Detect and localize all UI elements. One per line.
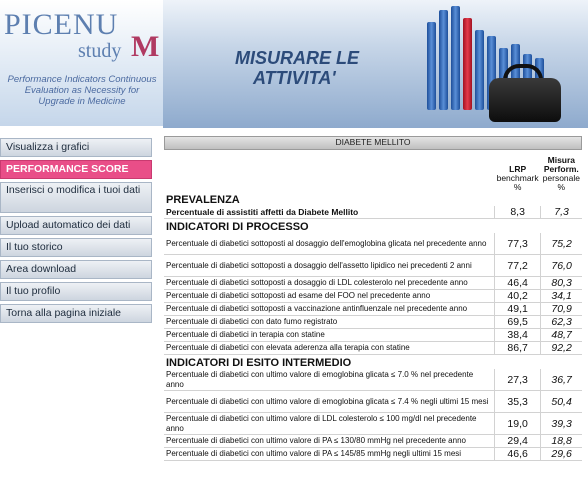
header-spacer: [164, 156, 495, 192]
group-title: PREVALENZA: [166, 194, 240, 206]
group-header-row: [164, 192, 582, 206]
logo-m: M: [131, 30, 160, 63]
header: [0, 0, 588, 128]
picenum-logo[interactable]: [0, 0, 163, 126]
nav-torna-pagina-iniziale[interactable]: Torna alla pagina iniziale: [0, 304, 152, 323]
indicator-label: Percentuale di diabetici con elevata aderenza alla terapia con statine: [164, 342, 495, 355]
medical-bag-icon: [489, 78, 561, 122]
header-personal-sub: personale: [542, 173, 580, 183]
personal-value: 62,3: [541, 316, 582, 329]
header-lrp-unit: %: [513, 182, 522, 192]
lrp-value: 27,3: [495, 369, 541, 391]
lrp-value: 19,0: [495, 413, 541, 435]
table-row: [164, 413, 582, 435]
personal-value: 34,1: [541, 290, 582, 303]
nav-inserisci-dati[interactable]: Inserisci o modifica i tuoi dati: [0, 182, 152, 213]
header-lrp-sub: benchmark: [496, 173, 539, 183]
header-lrp-title: LRP: [509, 164, 527, 174]
header-lrp: [495, 156, 541, 192]
indicator-label: Percentuale di diabetici sottoposti a dosaggio dell'assetto lipidico nei precedenti 2 anni: [164, 255, 495, 277]
table-row: [164, 206, 582, 219]
nav-profilo[interactable]: Il tuo profilo: [0, 282, 152, 301]
header-banner: [163, 0, 588, 128]
indicator-label: Percentuale di diabetici con ultimo valore di emoglobina glicata ≤ 7.4 % negli ultimi 15 mesi: [164, 391, 495, 413]
group-header-row: [164, 355, 582, 370]
indicator-label: Percentuale di diabetici con ultimo valore di LDL colesterolo ≤ 100 mg/dl nel precedente anno: [164, 413, 495, 435]
personal-value: 18,8: [541, 435, 582, 448]
indicator-label: Percentuale di assistiti affetti da Diabete Mellito: [164, 206, 495, 219]
personal-value: 75,2: [541, 233, 582, 255]
personal-value: 39,3: [541, 413, 582, 435]
illustration-bar: [439, 10, 448, 110]
indicators-table: [164, 156, 582, 461]
lrp-value: 46,4: [495, 277, 541, 290]
header-personal: [541, 156, 582, 192]
lrp-value: 8,3: [495, 206, 541, 219]
table-row: [164, 277, 582, 290]
lrp-value: 86,7: [495, 342, 541, 355]
table-row: [164, 316, 582, 329]
banner-title-line2: ATTIVITA': [253, 68, 336, 88]
table-row: [164, 342, 582, 355]
illustration-bar: [475, 30, 484, 110]
indicator-label: Percentuale di diabetici con ultimo valore di PA ≤ 145/85 mmHg negli ultimi 15 mesi: [164, 448, 495, 461]
indicator-label: Percentuale di diabetici sottoposti a vaccinazione antinfluenzale nel precedente anno: [164, 303, 495, 316]
indicator-label: Percentuale di diabetici con ultimo valore di emoglobina glicata ≤ 7.0 % nel precedente anno: [164, 369, 495, 391]
table-row: [164, 391, 582, 413]
banner-title: [235, 48, 359, 88]
nav-area-download[interactable]: Area download: [0, 260, 152, 279]
indicator-label: Percentuale di diabetici sottoposti al dosaggio dell'emoglobina glicata nel precedente anno: [164, 233, 495, 255]
nav-visualizza-grafici[interactable]: Visualizza i grafici: [0, 138, 152, 157]
table-header-row: [164, 156, 582, 192]
personal-value: 92,2: [541, 342, 582, 355]
indicator-label: Percentuale di diabetici con ultimo valore di PA ≤ 130/80 mmHg nel precedente anno: [164, 435, 495, 448]
personal-value: 80,3: [541, 277, 582, 290]
nav-upload-automatico[interactable]: Upload automatico dei dati: [0, 216, 152, 235]
personal-value: 7,3: [541, 206, 582, 219]
table-row: [164, 329, 582, 342]
personal-value: 29,6: [541, 448, 582, 461]
table-row: [164, 233, 582, 255]
table-body: [164, 192, 582, 461]
lrp-value: 69,5: [495, 316, 541, 329]
illustration-bar: [451, 6, 460, 110]
sidebar-nav: [0, 138, 152, 326]
table-row: [164, 303, 582, 316]
personal-value: 76,0: [541, 255, 582, 277]
lrp-value: 49,1: [495, 303, 541, 316]
lrp-value: 35,3: [495, 391, 541, 413]
indicator-label: Percentuale di diabetici sottoposti a dosaggio di LDL colesterolo nel precedente anno: [164, 277, 495, 290]
header-personal-unit: %: [557, 182, 566, 192]
main-content: [164, 136, 582, 461]
lrp-value: 40,2: [495, 290, 541, 303]
banner-title-line1: MISURARE LE: [235, 48, 360, 68]
nav-performance-score[interactable]: PERFORMANCE SCORE: [0, 160, 152, 179]
table-row: [164, 255, 582, 277]
indicator-label: Percentuale di diabetici sottoposti ad esame del FOO nel precedente anno: [164, 290, 495, 303]
table-row: [164, 290, 582, 303]
logo-study: study: [78, 40, 122, 62]
illustration-bar: [427, 22, 436, 110]
header-personal-title1: Misura: [547, 155, 576, 165]
group-header-row: [164, 219, 582, 234]
section-title: DIABETE MELLITO: [164, 136, 582, 150]
group-title: INDICATORI DI PROCESSO: [166, 221, 309, 233]
lrp-value: 46,6: [495, 448, 541, 461]
indicator-label: Percentuale di diabetici con dato fumo registrato: [164, 316, 495, 329]
table-row: [164, 448, 582, 461]
personal-value: 36,7: [541, 369, 582, 391]
lrp-value: 77,3: [495, 233, 541, 255]
logo-tagline: Performance Indicators Continuous Evaluation as Necessity for Upgrade in Medicine: [7, 74, 157, 107]
table-row: [164, 369, 582, 391]
personal-value: 50,4: [541, 391, 582, 413]
header-personal-title2: Perform.: [543, 164, 579, 174]
nav-storico[interactable]: Il tuo storico: [0, 238, 152, 257]
logo-title: PICENU: [4, 8, 119, 41]
group-title: INDICATORI DI ESITO INTERMEDIO: [166, 357, 352, 369]
illustration-bar-red: [463, 18, 472, 110]
lrp-value: 77,2: [495, 255, 541, 277]
table-row: [164, 435, 582, 448]
lrp-value: 29,4: [495, 435, 541, 448]
personal-value: 48,7: [541, 329, 582, 342]
lrp-value: 38,4: [495, 329, 541, 342]
personal-value: 70,9: [541, 303, 582, 316]
indicator-label: Percentuale di diabetici in terapia con statine: [164, 329, 495, 342]
